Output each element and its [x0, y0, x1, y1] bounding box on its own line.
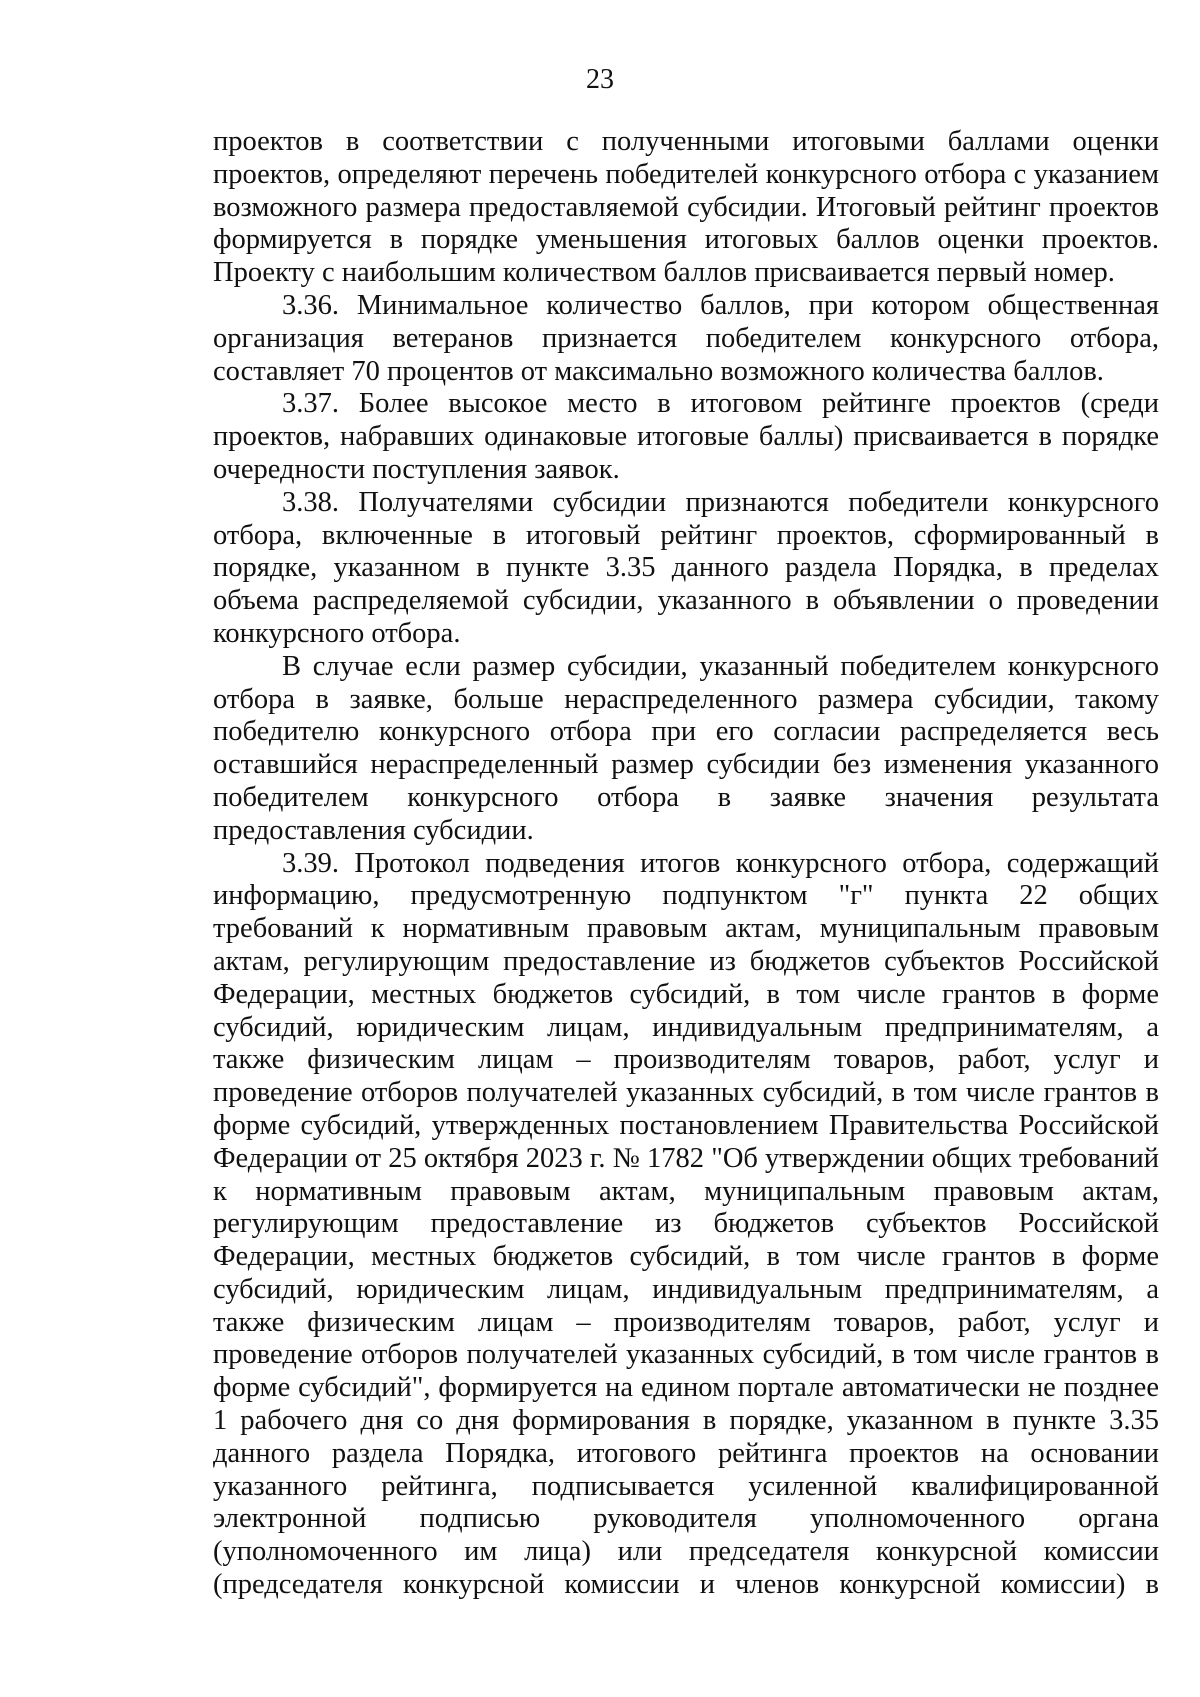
page-number: 23 — [586, 64, 614, 95]
paragraph-3-36: 3.36. Минимальное количество баллов, при котором общественная организация ветеранов признается победителем конкурсного отбора, составляет 70 процентов от максимально возможного количества баллов. — [213, 289, 1159, 387]
paragraph-continued: проектов в соответствии с полученными итоговыми баллами оценки проектов, определяют перечень победителей конкурсного отбора с указанием возможного размера предоставляемой субсидии. Итоговый рейтинг проектов формируется в порядке уменьшения итоговых баллов оценки проектов. Проекту с наибольшим количеством баллов присваивается первый номер. — [213, 126, 1159, 289]
paragraph-3-39: 3.39. Протокол подведения итогов конкурсного отбора, содержащий информацию, предусмотренную подпунктом "г" пункта 22 общих требований к нормативным правовым актам, муниципальным правовым актам, регулирующим предоставление из бюджетов субъектов Российской Федерации, местных бюджетов субсидий, в том числе грантов в форме субсидий, юридическим лицам, индивидуальным предпринимателям, а также физическим лицам – производителям товаров, работ, услуг и проведение отборов получателей указанных субсидий, в том числе грантов в форме субсидий, утвержденных постановлением Правительства Российской Федерации от 25 октября 2023 г. № 1782 "Об утверждении общих требований к нормативным правовым актам, муниципальным правовым актам, регулирующим предоставление из бюджетов субъектов Российской Федерации, местных бюджетов субсидий, в том числе грантов в форме субсидий, юридическим лицам, индивидуальным предпринимателям, а также физическим лицам – производителям товаров, работ, услуг и проведение отборов получателей указанных субсидий, в том числе грантов в форме субсидий", формируется на едином портале автоматически не позднее 1 рабочего дня со дня формирования в порядке, указанном в пункте 3.35 данного раздела Порядка, итогового рейтинга проектов на основании указанного рейтинга, подписывается усиленной квалифицированной электронной подписью руководителя уполномоченного органа (уполномоченного им лица) или председателя конкурсной комиссии (председателя конкурсной комиссии и членов конкурсной комиссии) в — [213, 847, 1159, 1601]
paragraph-subsidy-case: В случае если размер субсидии, указанный победителем конкурсного отбора в заявке, больше нераспределенного размера субсидии, такому победителю конкурсного отбора при его согласии распределяется весь оставшийся нераспределенный размер субсидии без изменения указанного победителем конкурсного отбора в заявке значения результата предоставления субсидии. — [213, 650, 1159, 846]
document-body — [213, 126, 1159, 1602]
paragraph-3-38: 3.38. Получателями субсидии признаются победители конкурсного отбора, включенные в итоговый рейтинг проектов, сформированный в порядке, указанном в пункте 3.35 данного раздела Порядка, в пределах объема распределяемой субсидии, указанного в объявлении о проведении конкурсного отбора. — [213, 486, 1159, 649]
paragraph-3-37: 3.37. Более высокое место в итоговом рейтинге проектов (среди проектов, набравших одинаковые итоговые баллы) присваивается в порядке очередности поступления заявок. — [213, 388, 1159, 485]
